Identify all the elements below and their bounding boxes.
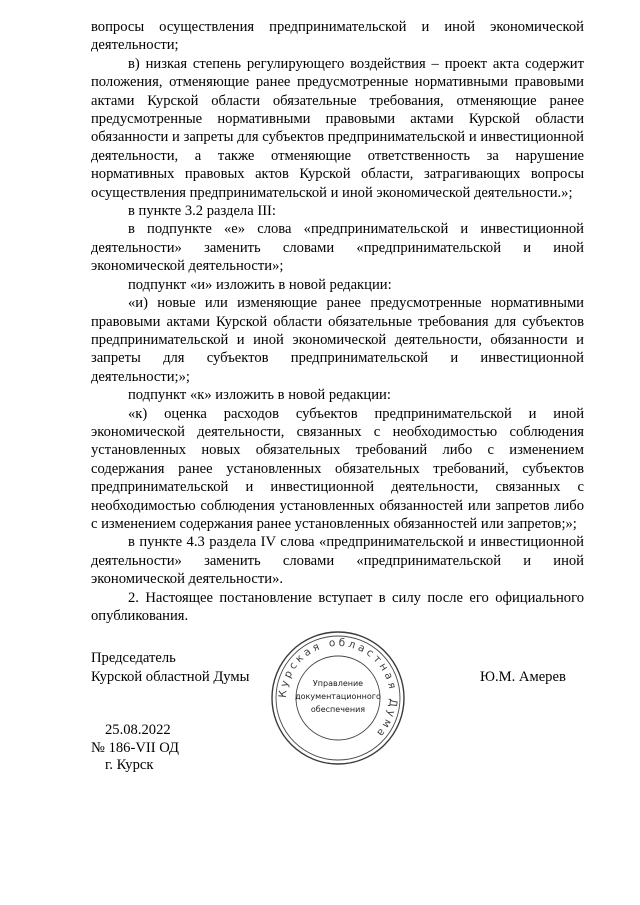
paragraph-3: в пункте 3.2 раздела III: <box>128 203 276 220</box>
official-stamp <box>268 628 408 768</box>
paragraph-1: вопросы осуществления предпринимательской и иной экономической деятельности; <box>91 19 584 54</box>
signatory-name: Ю.М. Амерев <box>480 669 566 685</box>
document-date: 25.08.2022 <box>105 722 171 738</box>
paragraph-5: подпункт «и» изложить в новой редакции: <box>128 276 392 293</box>
body-text <box>91 18 584 625</box>
paragraph-4: в подпункте «е» слова «предпринимательской и инвестиционной деятельности» заменить словами «предпринимательской и иной экономической деятельности»; <box>91 221 584 275</box>
document-meta <box>91 722 179 775</box>
stamp-inner-line2: документационного <box>295 692 381 701</box>
stamp-outer-text: Курская областная Дума <box>276 636 400 742</box>
document-city: г. Курск <box>105 757 154 773</box>
signature-title-line2: Курской областной Думы <box>91 669 250 685</box>
paragraph-7: подпункт «к» изложить в новой редакции: <box>128 387 391 404</box>
svg-text:Курская областная Дума <box>277 637 399 741</box>
document-number: № 186-VII ОД <box>91 739 179 756</box>
paragraph-8: «к) оценка расходов субъектов предпринимательской и иной экономической деятельности, связанных с необходимостью соблюдения установленных новых обязательных требований либо с изменением содержания ранее установленных обязательных требований, субъектов предпринимательской и инвестиционной деятельности, связанных с необходимостью соблюдения установленных обязанностей или запретов либо с изменением содержания ранее установленных обязанностей или запретов;»; <box>91 405 584 532</box>
signature-title <box>91 649 249 687</box>
paragraph-6: «и) новые или изменяющие ранее предусмотренные нормативными правовыми актами Курской области обязательные требования для субъектов предпринимательской и иной экономической деятельности, обязанности и запреты для субъектов предпринимательской и инвестиционной деятельности;»; <box>91 295 584 385</box>
paragraph-10: 2. Настоящее постановление вступает в силу после его официального опубликования. <box>91 589 584 624</box>
paragraph-9: в пункте 4.3 раздела IV слова «предпринимательской и инвестиционной деятельности» заменить словами «предпринимательской и иной экономической деятельности». <box>91 534 584 588</box>
stamp-inner-line3: обеспечения <box>310 705 366 714</box>
stamp-inner-line1: Управление <box>312 679 364 688</box>
signature-title-line1: Председатель <box>91 650 176 666</box>
paragraph-2: в) низкая степень регулирующего воздействия – проект акта содержит положения, отменяющие ранее предусмотренные нормативными правовыми актами Курской области обязательные требования, отменяющие ранее предусмотренные нормативными правовыми актами Курской области обязанности и запреты для субъектов предпринимательской и инвестиционной деятельности, а также отменяющие ответственность за нарушение нормативных правовых актов Курской области, затрагивающих вопросы осуществления предпринимательской и иной экономической деятельности.»; <box>91 55 584 201</box>
